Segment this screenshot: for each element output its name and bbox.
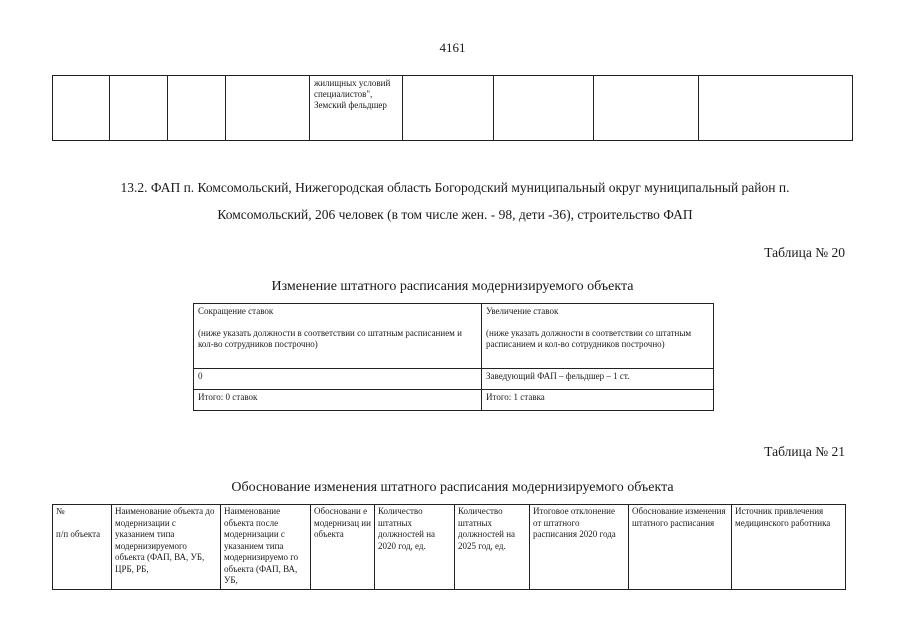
reduction-header-cell — [194, 304, 482, 369]
increase-header: Увеличение ставок — [486, 306, 559, 316]
table-row-total — [194, 390, 714, 411]
table-cell — [494, 76, 594, 141]
table-21-number: Таблица № 21 — [764, 444, 845, 459]
column-header-change-reason: Обоснование изменения штатного расписания — [629, 505, 732, 590]
table-cell — [53, 76, 110, 141]
table-20-number: Таблица № 20 — [764, 245, 845, 260]
page-number: 4161 — [439, 40, 466, 55]
column-header-source: Источник привлечения медицинского работника — [732, 505, 846, 590]
section-heading-line-2: Комсомольский, 206 человек (в том числе жен. - 98, дети -36), строительство ФАП — [217, 207, 693, 222]
table-cell — [403, 76, 494, 141]
staffing-justification-table — [52, 504, 846, 590]
continued-table — [52, 75, 853, 141]
table-cell: жилищных условий специалистов", Земский фельдшер — [310, 76, 403, 141]
reduction-header: Сокращение ставок — [198, 306, 274, 316]
increase-header-cell — [482, 304, 714, 369]
column-header-deviation: Итоговое отклонение от штатного расписания 2020 года — [530, 505, 629, 590]
column-header-count-2020: Количество штатных должностей на 2020 год, ед. — [375, 505, 455, 590]
table-cell: 0 — [194, 369, 482, 390]
table-header-row — [53, 505, 846, 590]
table-cell — [594, 76, 699, 141]
table-20-caption: Изменение штатного расписания модернизируемого объекта — [271, 279, 634, 294]
table-cell — [226, 76, 310, 141]
table-row — [194, 369, 714, 390]
table-cell — [110, 76, 168, 141]
table-cell: Итого: 0 ставок — [194, 390, 482, 411]
section-heading — [40, 177, 870, 225]
column-header-count-2025: Количество штатных должностей на 2025 год, ед. — [455, 505, 530, 590]
table-cell — [699, 76, 853, 141]
column-header-name-after: Наименование объекта после модернизации с указанием типа модернизируемо го объекта (ФАП, ВА, УБ, — [221, 505, 311, 590]
table-cell: Итого: 1 ставка — [482, 390, 714, 411]
column-header-number: № п/п объекта — [53, 505, 112, 590]
column-header-name-before: Наименование объекта до модернизации с указанием типа модернизируемого объекта (ФАП, ВА, УБ, ЦРБ, РБ, — [112, 505, 221, 590]
table-cell — [168, 76, 226, 141]
increase-note: (ниже указать должности в соответствии со штатным расписанием и кол-во сотрудников построчно) — [486, 328, 692, 349]
table-row — [53, 76, 853, 141]
column-header-justification: Обосновани е модернизац ии объекта — [311, 505, 375, 590]
staffing-change-table — [193, 303, 714, 411]
section-heading-line-1: 13.2. ФАП п. Комсомольский, Нижегородская область Богородский муниципальный округ муниципальный район п. — [120, 180, 790, 195]
table-21-caption: Обоснование изменения штатного расписания модернизируемого объекта — [231, 480, 674, 495]
table-header-row — [194, 304, 714, 369]
table-cell: Заведующий ФАП – фельдшер – 1 ст. — [482, 369, 714, 390]
reduction-note: (ниже указать должности в соответствии со штатным расписанием и кол-во сотрудников построчно) — [198, 328, 462, 349]
